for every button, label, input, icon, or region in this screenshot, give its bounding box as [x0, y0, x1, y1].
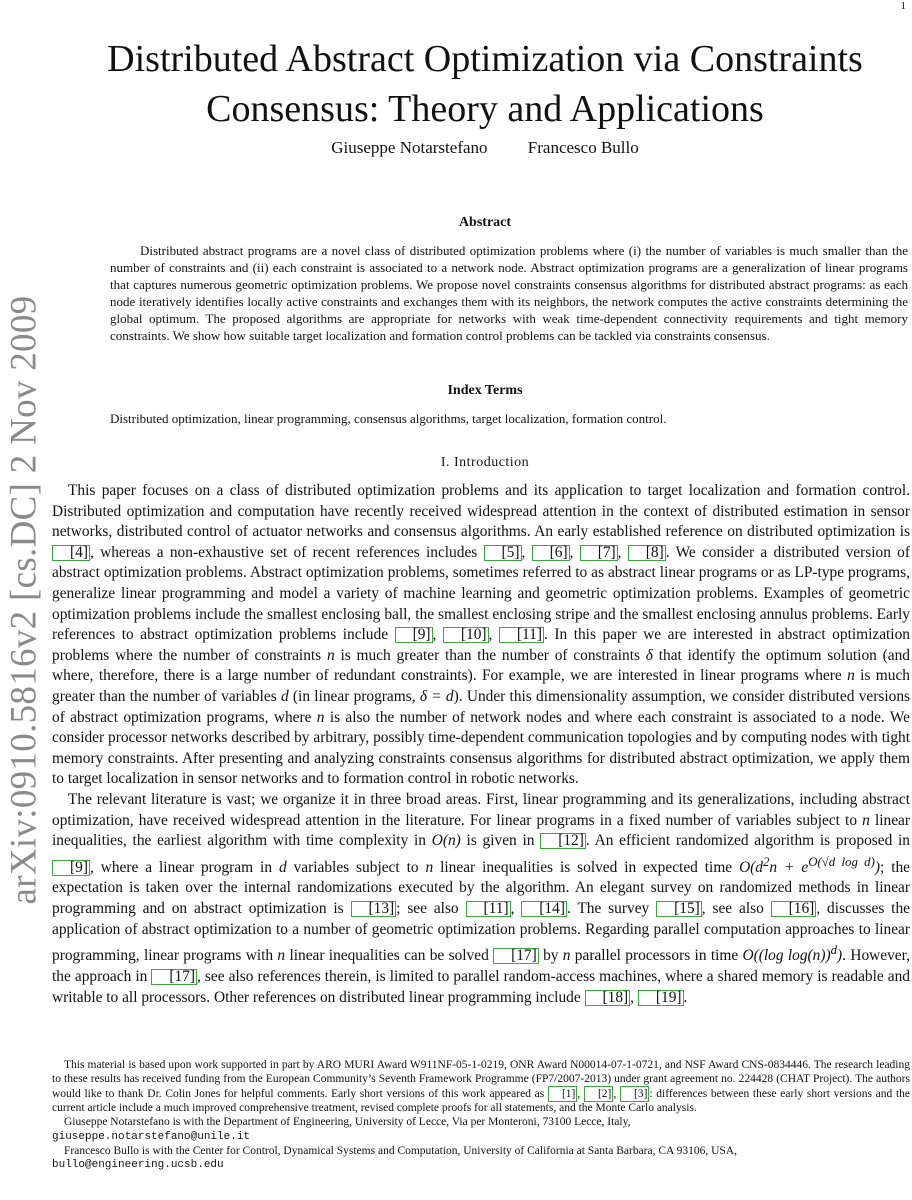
citation-link[interactable]: [11]	[466, 901, 511, 917]
math-delta: δ	[645, 646, 653, 664]
citation-link[interactable]: [17]	[151, 969, 197, 985]
math-n: n	[277, 947, 286, 965]
math-n: n	[326, 646, 335, 664]
paper-title	[60, 34, 910, 134]
math-n: n	[862, 811, 870, 829]
citation-link[interactable]: [13]	[351, 901, 397, 917]
author-list	[60, 138, 910, 158]
author-1-email[interactable]: giuseppe.notarstefano@unile.it	[52, 1130, 251, 1143]
math-d: d	[280, 687, 289, 705]
citation-link[interactable]: [14]	[521, 901, 567, 917]
math-parallel-time: O((log log(n))$^d$)	[742, 943, 843, 965]
math-d: d	[278, 858, 287, 876]
citation-link[interactable]: [19]	[638, 990, 684, 1006]
math-expected-time: $O(d^2n + e^{O(√d log d)})$	[739, 854, 880, 876]
body-text	[52, 481, 910, 1008]
intro-paragraph-1: This paper focuses on a class of distributed optimization problems and its application to target localization and formation control. Distributed optimization and computation have recently received widespread attention in the context of distributed estimation in sensor networks, distributed control of actuator networks and consensus algorithms. An early established reference on distributed optimization is [4] , whereas a non-exhaustive set of recent references includes [5] , [6] , [7] , [8] . We consider a distributed version of abstract optimization problems. Abstract optimization problems, sometimes referred to as abstract linear programs or as LP-type programs, generalize linear programming and model a variety of machine learning and geometric optimization problems. Examples of geometric optimization problems include the smallest enclosing ball, the smallest enclosing stripe and the smallest enclosing annulus problems. Early references to abstract optimization problems include [9] , [10] , [11] . In this paper we are interested in abstract optimization problems where the number of constraints n is much greater than the number of constraints δ that identify the optimum solution (and where, therefore, there is a large number of redundant constraints). For example, we are interested in linear programs where n is much greater than the number of variables d (in linear programs, δ = d). Under this dimensionality assumption, we consider distributed versions of abstract optimization programs, where n is also the number of network nodes and where each constraint is associated to a node. We consider processor networks described by arbitrary, possibly time-dependent communication topologies and by computing nodes with tight memory constraints. After presenting and analyzing constraints consensus algorithms for distributed abstract optimization, we apply them to target localization in sensor networks and to formation control in robotic networks.	[52, 482, 911, 788]
math-n: n	[425, 858, 434, 876]
citation-link[interactable]: [8]	[628, 545, 666, 561]
citation-link[interactable]: [7]	[580, 545, 618, 561]
math-O-n: O(n)	[431, 832, 461, 850]
abstract-heading: Abstract	[458, 215, 512, 230]
citation-link[interactable]: [16]	[771, 901, 817, 917]
citation-link[interactable]: [17]	[493, 948, 539, 964]
abstract-text: Distributed abstract programs are a novel class of distributed optimization problems where (i) the number of variables is much smaller than the number of constraints and (ii) each constraint is associated to a network node. Abstract optimization programs are a generalization of linear programs that captures numerous geometric optimization problems. We propose novel constraints consensus algorithms for distributed abstract programs: as each node iteratively identifies locally active constraints and exchanges them with its neighbors, the network computes the active constraints determining the global optimum. The proposed algorithms are appropriate for networks with weak time-dependent connectivity requirements and tight memory constraints. We show how suitable target localization and formation control problems can be tackled via constraints consensus.	[110, 243, 908, 344]
footnotes	[52, 1059, 910, 1173]
footnote-funding: This material is based upon work supported in part by ARO MURI Award W911NF-05-1-0219, ONR Award N00014-07-1-0721, and NSF Award CNS-0834446. The research leading to these results has received funding from the European Community’s Seventh Framework Programme (FP7/2007-2013) under grant agreement no. 224428 (CHAT Project). The authors would like to thank Dr. Colin Jones for helpful comments. Early short versions of this work appeared as [1] , [2] , [3] : differences between these early short versions and the current article include a much improved comprehensive treatment, revised complete proofs for all statements, and the Monte Carlo analysis.	[52, 1059, 911, 1115]
author-2-email[interactable]: bullo@engineering.ucsb.edu	[52, 1159, 224, 1172]
citation-link[interactable]: [9]	[395, 627, 433, 643]
arxiv-identifier: arXiv:0910.5816v2 [cs.DC] 2 Nov 2009	[3, 295, 45, 905]
citation-link[interactable]: [1]	[548, 1086, 577, 1102]
intro-paragraph-2: The relevant literature is vast; we organize it in three broad areas. First, linear programming and its generalizations, including abstract optimization, have received widespread attention in the literature. For linear programs in a fixed number of variables subject to n linear inequalities, the earliest algorithm with time complexity in O(n) is given in [12] . An efficient randomized algorithm is proposed in [9] , where a linear program in d variables subject to n linear inequalities is solved in expected time $O(d^2n + e^{O(√d log d)})$; the expectation is taken over the internal randomizations executed by the algorithm. An elegant survey on randomized methods in linear programming and on abstract optimization is [13] ; see also [11] , [14] . The survey [15] , see also [16] , discusses the application of abstract optimization to a number of geometric optimization problems. Regarding parallel computation approaches to linear programming, linear programs with n linear inequalities can be solved [17] by n parallel processors in time O((log log(n))$^d$). However, the approach in [17] , see also references therein, is limited to parallel random-access machines, where a shared memory is readable and writable to all processors. Other references on distributed linear programming include [18] , [19] .	[52, 790, 911, 1006]
footnote-author-1: Giuseppe Notarstefano is with the Department of Engineering, University of Lecce, Via per Monteroni, 73100 Lecce, Italy, giuseppe.notarstefano@unile.it	[52, 1116, 631, 1143]
author-1: Giuseppe Notarstefano	[331, 138, 488, 157]
citation-link[interactable]: [2]	[584, 1086, 613, 1102]
citation-link[interactable]: [9]	[52, 860, 90, 876]
math-n: n	[562, 947, 571, 965]
citation-link[interactable]: [3]	[620, 1086, 649, 1102]
math-n: n	[847, 667, 855, 685]
citation-link[interactable]: [10]	[443, 627, 489, 643]
citation-link[interactable]: [18]	[585, 990, 631, 1006]
title-line-2: Consensus: Theory and Applications	[206, 88, 764, 130]
page-number: 1	[900, 0, 906, 12]
author-2: Francesco Bullo	[527, 138, 639, 157]
math-delta-eq-d: δ = d	[419, 687, 454, 705]
citation-link[interactable]: [11]	[499, 627, 544, 643]
citation-link[interactable]: [4]	[52, 545, 90, 561]
citation-link[interactable]: [6]	[532, 545, 570, 561]
citation-link[interactable]: [5]	[484, 545, 522, 561]
footnote-author-2: Francesco Bullo is with the Center for Control, Dynamical Systems and Computation, University of California at Santa Barbara, CA 93106, USA, bullo@engineering.ucsb.edu	[52, 1144, 737, 1172]
index-terms-heading: Index Terms	[447, 383, 523, 398]
citation-link[interactable]: [12]	[540, 833, 586, 849]
index-terms-text: Distributed optimization, linear programming, consensus algorithms, target localization, formation control.	[110, 411, 667, 426]
citation-link[interactable]: [15]	[656, 901, 702, 917]
section-heading-introduction: I. Introduction	[440, 455, 530, 470]
math-n: n	[316, 708, 325, 726]
title-line-1: Distributed Abstract Optimization via Constraints	[107, 38, 863, 80]
